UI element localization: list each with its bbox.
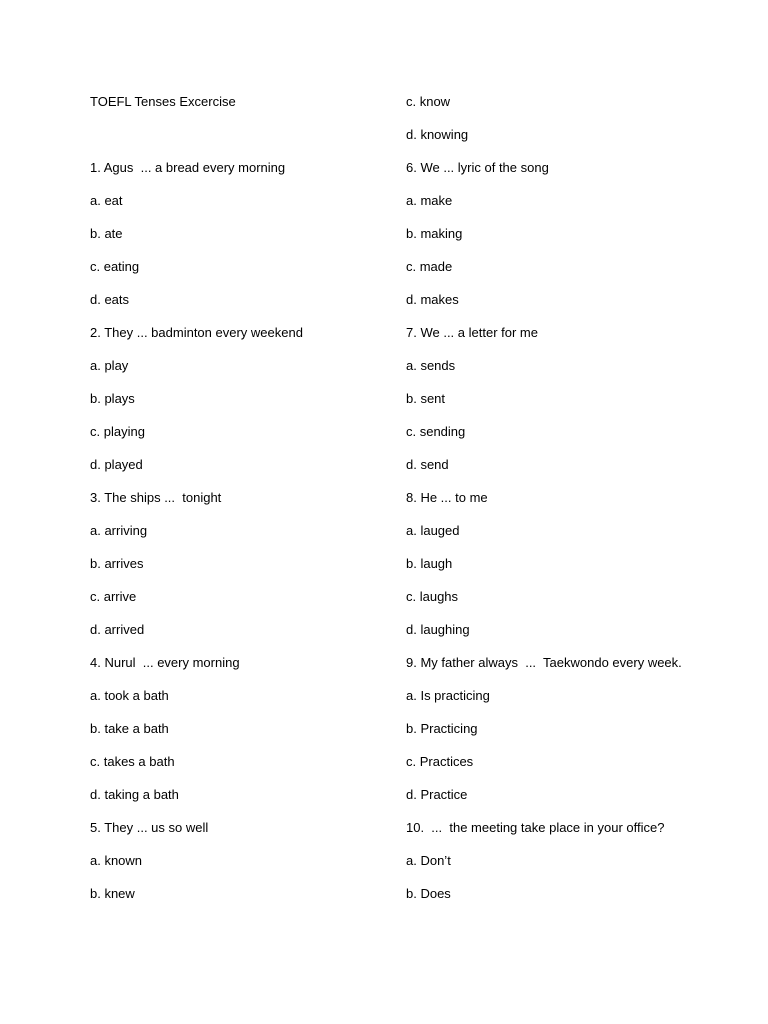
blank-line <box>90 125 410 158</box>
q9-option-c: c. Practices <box>406 754 474 769</box>
question-9: 9. My father always ... Taekwondo every week. <box>406 655 682 670</box>
q1-option-a: a. eat <box>90 193 123 208</box>
q7-option-d: d. send <box>406 457 449 472</box>
q3-option-c: c. arrive <box>90 589 137 604</box>
question-3: 3. The ships ... tonight <box>90 490 222 505</box>
q10-option-b: b. Does <box>406 886 451 901</box>
q8-option-d: d. laughing <box>406 622 470 637</box>
q6-option-c: c. made <box>406 259 453 274</box>
q6-option-a: a. make <box>406 193 453 208</box>
q7-option-b: b. sent <box>406 391 446 406</box>
question-5: 5. They ... us so well <box>90 820 209 835</box>
q4-option-c: c. takes a bath <box>90 754 175 769</box>
q8-option-c: c. laughs <box>406 589 459 604</box>
q1-option-d: d. eats <box>90 292 130 307</box>
q5-option-c: c. know <box>406 94 451 109</box>
q8-option-a: a. lauged <box>406 523 460 538</box>
q4-option-b: b. take a bath <box>90 721 169 736</box>
q1-option-b: b. ate <box>90 226 123 241</box>
q3-option-d: d. arrived <box>90 622 145 637</box>
question-2: 2. They ... badminton every weekend <box>90 325 303 340</box>
q9-option-b: b. Practicing <box>406 721 478 736</box>
q2-option-a: a. play <box>90 358 129 373</box>
q7-option-c: c. sending <box>406 424 466 439</box>
right-column <box>406 92 736 917</box>
q6-option-d: d. makes <box>406 292 459 307</box>
q10-option-a: a. Don’t <box>406 853 451 868</box>
question-4: 4. Nurul ... every morning <box>90 655 240 670</box>
q4-option-a: a. took a bath <box>90 688 169 703</box>
question-6: 6. We ... lyric of the song <box>406 160 549 175</box>
q8-option-b: b. laugh <box>406 556 453 571</box>
left-column <box>90 92 410 917</box>
q1-option-c: c. eating <box>90 259 140 274</box>
q3-option-a: a. arriving <box>90 523 148 538</box>
q6-option-b: b. making <box>406 226 463 241</box>
question-10: 10. ... the meeting take place in your office? <box>406 820 665 835</box>
question-1: 1. Agus ... a bread every morning <box>90 160 286 175</box>
q5-option-b: b. knew <box>90 886 135 901</box>
q2-option-b: b. plays <box>90 391 135 406</box>
q9-option-a: a. Is practicing <box>406 688 490 703</box>
q5-option-d: d. knowing <box>406 127 469 142</box>
q2-option-c: c. playing <box>90 424 145 439</box>
question-7: 7. We ... a letter for me <box>406 325 538 340</box>
question-8: 8. He ... to me <box>406 490 488 505</box>
q5-option-a: a. known <box>90 853 143 868</box>
q4-option-d: d. taking a bath <box>90 787 179 802</box>
q9-option-d: d. Practice <box>406 787 468 802</box>
q7-option-a: a. sends <box>406 358 456 373</box>
q3-option-b: b. arrives <box>90 556 144 571</box>
document-title: TOEFL Tenses Excercise <box>90 94 236 109</box>
q2-option-d: d. played <box>90 457 143 472</box>
